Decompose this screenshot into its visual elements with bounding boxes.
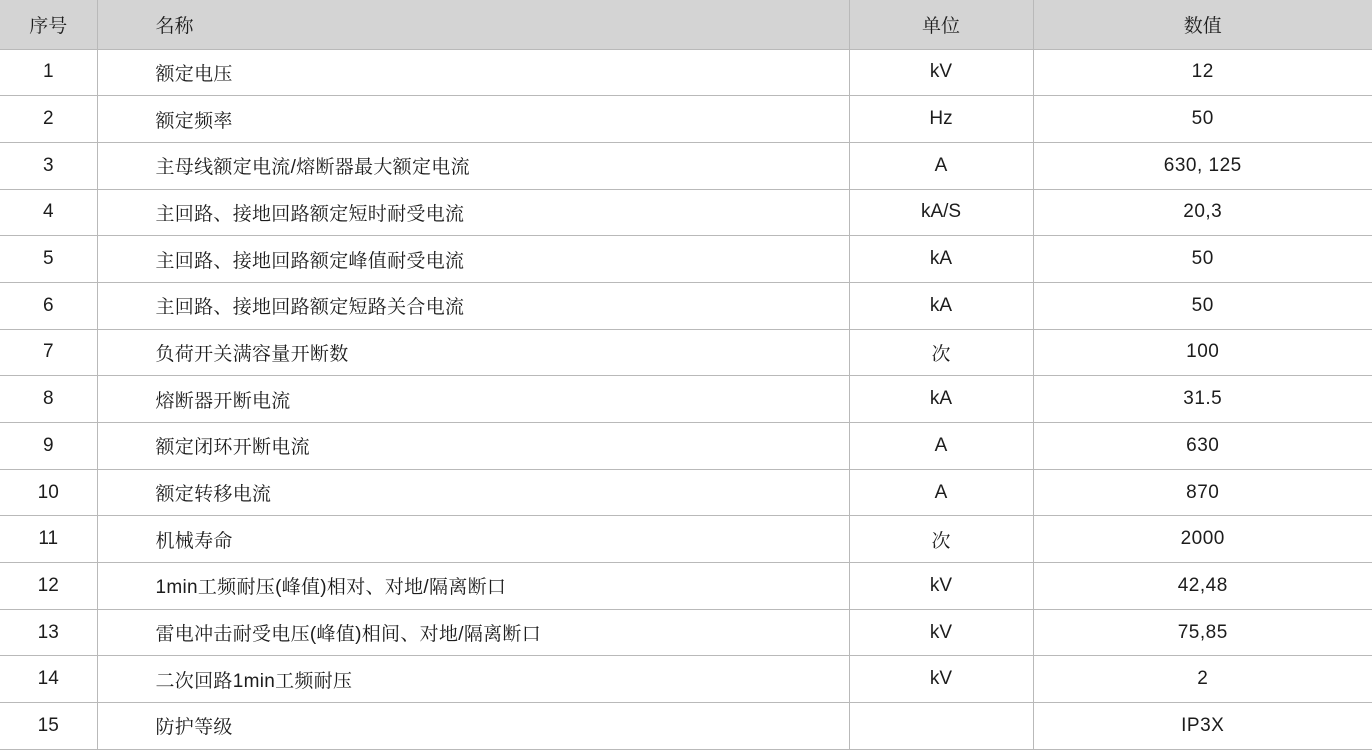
row-value: 20,3 bbox=[1033, 189, 1372, 236]
row-name: 雷电冲击耐受电压(峰值)相间、对地/隔离断口 bbox=[97, 609, 849, 656]
row-unit: kV bbox=[849, 609, 1033, 656]
row-value: 2 bbox=[1033, 656, 1372, 703]
row-index: 9 bbox=[0, 423, 97, 470]
table-row bbox=[0, 656, 1372, 703]
row-unit: A bbox=[849, 469, 1033, 516]
table-row bbox=[0, 469, 1372, 516]
table-row bbox=[0, 376, 1372, 423]
column-header-index: 序号 bbox=[0, 0, 97, 49]
table-row bbox=[0, 49, 1372, 96]
row-name: 机械寿命 bbox=[97, 516, 849, 563]
row-value: 630, 125 bbox=[1033, 142, 1372, 189]
row-value: 42,48 bbox=[1033, 563, 1372, 610]
row-unit: 次 bbox=[849, 516, 1033, 563]
row-value: 12 bbox=[1033, 49, 1372, 96]
row-index: 6 bbox=[0, 282, 97, 329]
row-name: 主母线额定电流/熔断器最大额定电流 bbox=[97, 142, 849, 189]
table-row bbox=[0, 609, 1372, 656]
row-unit: kA bbox=[849, 376, 1033, 423]
row-unit bbox=[849, 703, 1033, 750]
row-name: 额定电压 bbox=[97, 49, 849, 96]
row-unit: kV bbox=[849, 656, 1033, 703]
row-index: 12 bbox=[0, 563, 97, 610]
row-value: 870 bbox=[1033, 469, 1372, 516]
row-name: 额定转移电流 bbox=[97, 469, 849, 516]
row-name: 主回路、接地回路额定短时耐受电流 bbox=[97, 189, 849, 236]
row-value: IP3X bbox=[1033, 703, 1372, 750]
row-name: 负荷开关满容量开断数 bbox=[97, 329, 849, 376]
row-unit: kA bbox=[849, 282, 1033, 329]
row-value: 31.5 bbox=[1033, 376, 1372, 423]
row-index: 8 bbox=[0, 376, 97, 423]
row-unit: 次 bbox=[849, 329, 1033, 376]
table-row bbox=[0, 282, 1372, 329]
table-row bbox=[0, 236, 1372, 283]
table-row bbox=[0, 96, 1372, 143]
row-index: 10 bbox=[0, 469, 97, 516]
row-index: 4 bbox=[0, 189, 97, 236]
row-unit: kV bbox=[849, 49, 1033, 96]
row-index: 3 bbox=[0, 142, 97, 189]
row-index: 13 bbox=[0, 609, 97, 656]
row-value: 100 bbox=[1033, 329, 1372, 376]
row-index: 1 bbox=[0, 49, 97, 96]
column-header-value: 数值 bbox=[1033, 0, 1372, 49]
row-name: 主回路、接地回路额定峰值耐受电流 bbox=[97, 236, 849, 283]
row-unit: kV bbox=[849, 563, 1033, 610]
row-unit: A bbox=[849, 142, 1033, 189]
row-index: 11 bbox=[0, 516, 97, 563]
row-name: 二次回路1min工频耐压 bbox=[97, 656, 849, 703]
table-row bbox=[0, 423, 1372, 470]
row-unit: kA/S bbox=[849, 189, 1033, 236]
row-unit: kA bbox=[849, 236, 1033, 283]
table-row bbox=[0, 142, 1372, 189]
row-index: 14 bbox=[0, 656, 97, 703]
row-name: 额定闭环开断电流 bbox=[97, 423, 849, 470]
row-index: 5 bbox=[0, 236, 97, 283]
table-row bbox=[0, 329, 1372, 376]
table-row bbox=[0, 703, 1372, 750]
table-header-row bbox=[0, 0, 1372, 49]
row-value: 75,85 bbox=[1033, 609, 1372, 656]
row-value: 50 bbox=[1033, 282, 1372, 329]
table-row bbox=[0, 189, 1372, 236]
row-unit: A bbox=[849, 423, 1033, 470]
row-name: 熔断器开断电流 bbox=[97, 376, 849, 423]
row-value: 630 bbox=[1033, 423, 1372, 470]
row-value: 50 bbox=[1033, 236, 1372, 283]
column-header-unit: 单位 bbox=[849, 0, 1033, 49]
row-unit: Hz bbox=[849, 96, 1033, 143]
row-name: 主回路、接地回路额定短路关合电流 bbox=[97, 282, 849, 329]
row-index: 2 bbox=[0, 96, 97, 143]
row-name: 额定频率 bbox=[97, 96, 849, 143]
row-name: 防护等级 bbox=[97, 703, 849, 750]
table-row bbox=[0, 516, 1372, 563]
table-header bbox=[0, 0, 1372, 49]
table-body bbox=[0, 49, 1372, 749]
row-value: 2000 bbox=[1033, 516, 1372, 563]
row-name: 1min工频耐压(峰值)相对、对地/隔离断口 bbox=[97, 563, 849, 610]
table-row bbox=[0, 563, 1372, 610]
column-header-name: 名称 bbox=[97, 0, 849, 49]
row-index: 7 bbox=[0, 329, 97, 376]
row-index: 15 bbox=[0, 703, 97, 750]
row-value: 50 bbox=[1033, 96, 1372, 143]
